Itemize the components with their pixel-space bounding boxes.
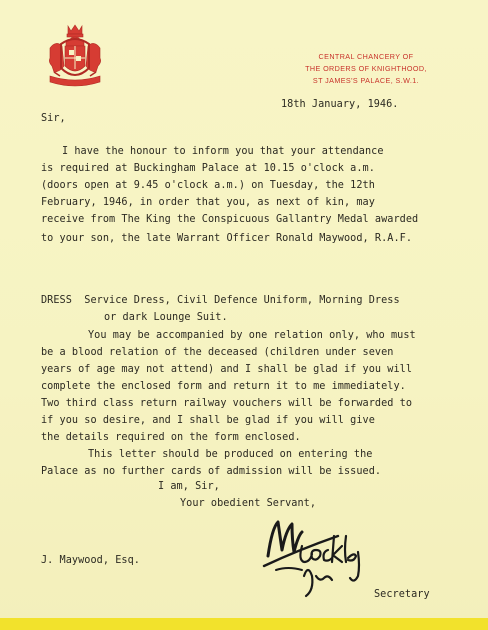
body-line: is required at Buckingham Palace at 10.15 o'clock a.m. (41, 163, 375, 174)
body-line: You may be accompanied by one relation only, who must (88, 330, 416, 341)
letterhead-line-3: ST JAMES'S PALACE, S.W.1. (312, 76, 420, 85)
body-line: be a blood relation of the deceased (children under seven (41, 347, 394, 358)
body-line: Palace as no further cards of admission will be issued. (41, 466, 382, 477)
royal-coat-of-arms-logo (44, 22, 106, 90)
closing-line: Your obedient Servant, (180, 498, 317, 509)
letterhead-line-2: THE ORDERS OF KNIGHTHOOD, (305, 64, 427, 73)
paper-edge-strip (0, 618, 488, 630)
letterhead-line-1: CENTRAL CHANCERY OF (318, 52, 414, 61)
addressee: J. Maywood, Esq. (41, 555, 140, 566)
salutation: Sir, (41, 113, 66, 124)
body-line: (doors open at 9.45 o'clock a.m.) on Tuesday, the 12th (41, 180, 375, 191)
dress-line: or dark Lounge Suit. (104, 312, 228, 323)
body-line: Two third class return railway vouchers will be forwarded to (41, 398, 413, 409)
signer-title: Secretary (374, 589, 430, 600)
body-line: complete the enclosed form and return it to me immediately. (41, 381, 406, 392)
body-line: This letter should be produced on entering the (88, 449, 373, 460)
handwritten-signature (258, 506, 378, 602)
body-line: the details required on the form enclosed. (41, 432, 301, 443)
body-line: I have the honour to inform you that your attendance (62, 146, 384, 157)
letterhead (266, 51, 466, 87)
body-line: to your son, the late Warrant Officer Ronald Maywood, R.A.F. (41, 233, 413, 244)
closing-line: I am, Sir, (158, 481, 220, 492)
dress-line: DRESS Service Dress, Civil Defence Uniform, Morning Dress (41, 295, 400, 306)
body-line: February, 1946, in order that you, as next of kin, may (41, 197, 375, 208)
letter-date: 18th January, 1946. (281, 99, 399, 110)
body-line: if you so desire, and I shall be glad if you will give (41, 415, 375, 426)
body-line: receive from The King the Conspicuous Gallantry Medal awarded (41, 214, 419, 225)
body-line: years of age may not attend) and I shall be glad if you will (41, 364, 413, 375)
